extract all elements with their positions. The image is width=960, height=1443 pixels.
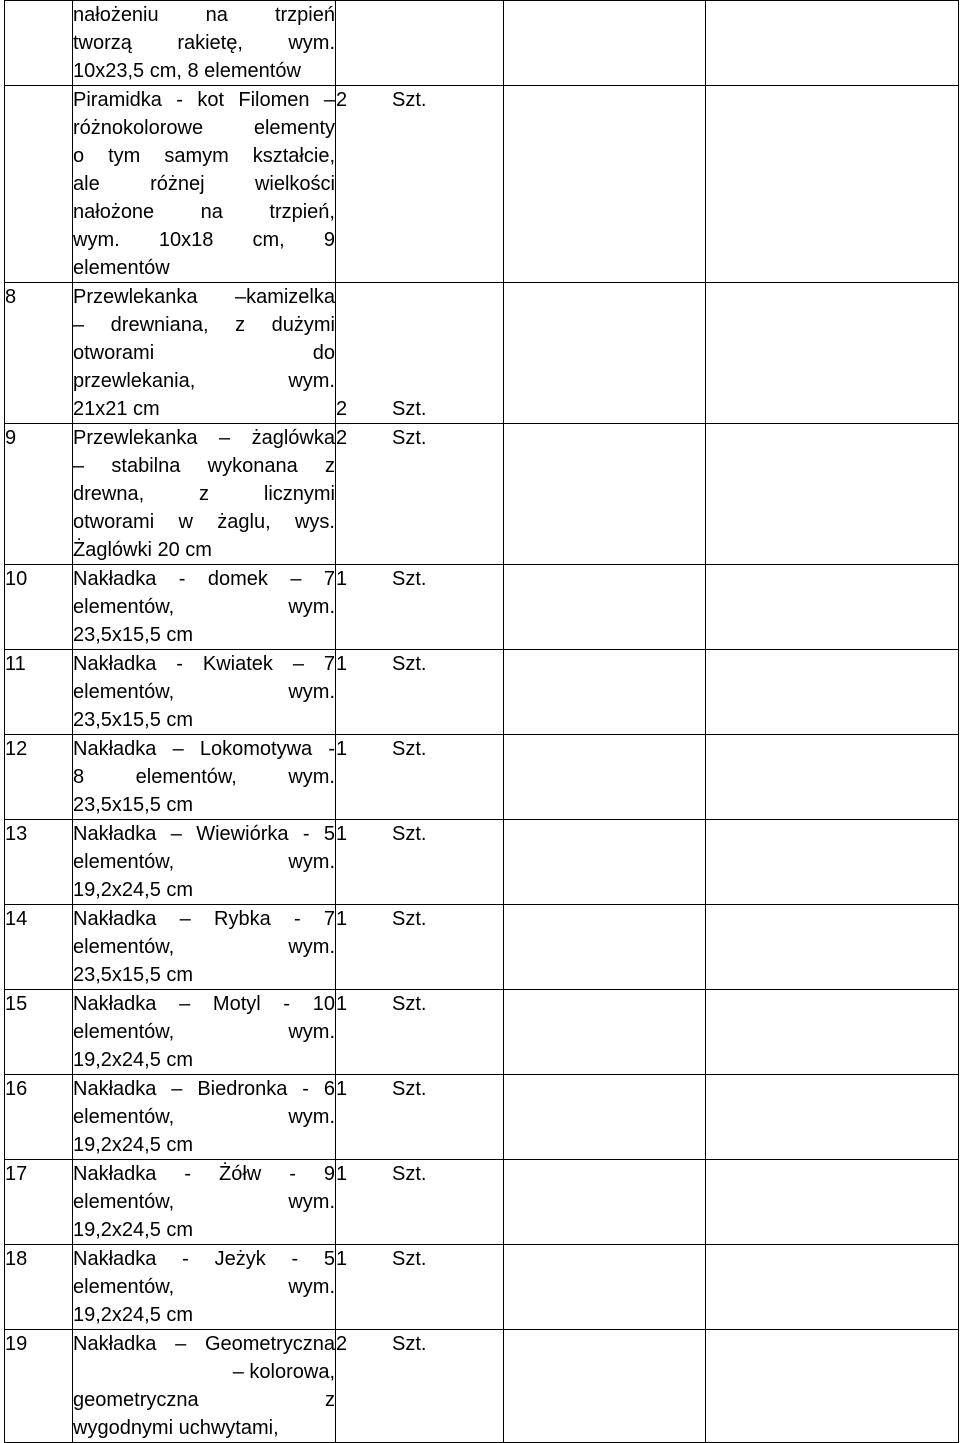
description-line: elementów, wym. xyxy=(73,851,335,873)
item-number: 13 xyxy=(5,820,73,905)
item-description xyxy=(73,735,336,820)
item-description xyxy=(73,283,336,424)
description-line: nałożeniu na trzpień xyxy=(73,4,335,26)
description-line: elementów, wym. xyxy=(73,596,335,618)
extra-column-2 xyxy=(706,650,959,735)
quantity-unit: Szt. xyxy=(392,427,427,449)
table-row xyxy=(5,283,959,424)
quantity-unit: Szt. xyxy=(392,908,427,930)
item-description xyxy=(73,424,336,565)
extra-column-1 xyxy=(504,905,706,990)
description-line: o tym samym kształcie, xyxy=(73,145,335,167)
table-row xyxy=(5,1075,959,1160)
item-description xyxy=(73,1245,336,1330)
description-line: Nakładka – Biedronka - 6 xyxy=(73,1078,335,1100)
quantity-value: 1 xyxy=(336,1078,348,1100)
item-quantity xyxy=(336,1330,504,1443)
item-quantity xyxy=(336,1,504,86)
extra-column-1 xyxy=(504,1,706,86)
extra-column-2 xyxy=(706,1075,959,1160)
table-row xyxy=(5,1160,959,1245)
description-line: 8 elementów, wym. xyxy=(73,766,335,788)
item-description xyxy=(73,990,336,1075)
quantity-value: 2 xyxy=(336,89,348,111)
item-description xyxy=(73,1330,336,1443)
description-line: 23,5x15,5 cm xyxy=(73,794,194,816)
quantity-value: 1 xyxy=(336,1248,348,1270)
description-line: nałożone na trzpień, xyxy=(73,201,335,223)
quantity-unit: Szt. xyxy=(392,1163,427,1185)
item-number: 18 xyxy=(5,1245,73,1330)
extra-column-1 xyxy=(504,1075,706,1160)
quantity-unit: Szt. xyxy=(392,823,427,845)
item-quantity xyxy=(336,86,504,283)
item-quantity xyxy=(336,283,504,424)
item-number: 17 xyxy=(5,1160,73,1245)
table-row xyxy=(5,86,959,283)
description-line: Nakładka - domek – 7 xyxy=(73,568,335,590)
extra-column-1 xyxy=(504,820,706,905)
description-line: 21x21 cm xyxy=(73,398,160,420)
extra-column-2 xyxy=(706,1330,959,1443)
item-description xyxy=(73,1160,336,1245)
item-quantity xyxy=(336,990,504,1075)
description-line: – kolorowa, xyxy=(232,1361,335,1383)
table-row xyxy=(5,424,959,565)
description-line: Przewlekanka –kamizelka xyxy=(73,286,335,308)
item-number: 9 xyxy=(5,424,73,565)
description-line: 10x23,5 cm, 8 elementów xyxy=(73,60,301,82)
description-line: elementów, wym. xyxy=(73,936,335,958)
item-quantity xyxy=(336,424,504,565)
item-number: 12 xyxy=(5,735,73,820)
item-description xyxy=(73,565,336,650)
extra-column-1 xyxy=(504,1245,706,1330)
extra-column-2 xyxy=(706,86,959,283)
extra-column-1 xyxy=(504,735,706,820)
description-line: geometryczna z xyxy=(73,1389,335,1411)
item-number xyxy=(5,1,73,86)
description-line: – stabilna wykonana z xyxy=(73,455,335,477)
extra-column-1 xyxy=(504,1160,706,1245)
item-quantity xyxy=(336,1075,504,1160)
item-description xyxy=(73,905,336,990)
extra-column-1 xyxy=(504,1330,706,1443)
extra-column-2 xyxy=(706,1245,959,1330)
extra-column-1 xyxy=(504,990,706,1075)
description-line: 19,2x24,5 cm xyxy=(73,879,194,901)
items-table-body xyxy=(5,1,959,1443)
item-description xyxy=(73,1075,336,1160)
item-quantity xyxy=(336,905,504,990)
quantity-unit: Szt. xyxy=(392,568,427,590)
description-line: – drewniana, z dużymi xyxy=(73,314,335,336)
description-line: Nakładka - Jeżyk - 5 xyxy=(73,1248,335,1270)
quantity-unit: Szt. xyxy=(392,398,427,420)
item-number: 19 xyxy=(5,1330,73,1443)
item-quantity xyxy=(336,565,504,650)
item-number: 14 xyxy=(5,905,73,990)
description-line: elementów, wym. xyxy=(73,1021,335,1043)
description-line: Nakładka – Motyl - 10 xyxy=(73,993,335,1015)
quantity-unit: Szt. xyxy=(392,653,427,675)
table-row xyxy=(5,565,959,650)
description-line: Nakładka – Lokomotywa - xyxy=(73,738,335,760)
table-row xyxy=(5,1,959,86)
quantity-value: 1 xyxy=(336,568,348,590)
description-line: Przewlekanka – żaglówka xyxy=(73,427,335,449)
extra-column-1 xyxy=(504,424,706,565)
item-description xyxy=(73,820,336,905)
table-row xyxy=(5,905,959,990)
description-line: Nakładka - Żółw - 9 xyxy=(73,1163,335,1185)
description-line: wym. 10x18 cm, 9 xyxy=(73,229,335,251)
quantity-unit: Szt. xyxy=(392,1078,427,1100)
description-line: elementów, wym. xyxy=(73,1191,335,1213)
item-description xyxy=(73,1,336,86)
extra-column-2 xyxy=(706,1160,959,1245)
extra-column-2 xyxy=(706,565,959,650)
extra-column-2 xyxy=(706,1,959,86)
description-line: Nakładka – Rybka - 7 xyxy=(73,908,335,930)
item-number: 16 xyxy=(5,1075,73,1160)
description-line: wygodnymi uchwytami, xyxy=(73,1417,279,1439)
extra-column-2 xyxy=(706,283,959,424)
item-quantity xyxy=(336,1160,504,1245)
item-quantity xyxy=(336,650,504,735)
description-line: Żaglówki 20 cm xyxy=(73,539,212,561)
table-row xyxy=(5,990,959,1075)
extra-column-1 xyxy=(504,283,706,424)
item-number: 11 xyxy=(5,650,73,735)
item-number: 10 xyxy=(5,565,73,650)
quantity-value: 1 xyxy=(336,993,348,1015)
extra-column-2 xyxy=(706,990,959,1075)
quantity-value: 2 xyxy=(336,1333,348,1355)
extra-column-2 xyxy=(706,820,959,905)
item-number xyxy=(5,86,73,283)
extra-column-2 xyxy=(706,905,959,990)
table-row xyxy=(5,735,959,820)
description-line: 19,2x24,5 cm xyxy=(73,1049,194,1071)
table-row xyxy=(5,1245,959,1330)
items-table xyxy=(4,0,959,1443)
description-line: elementów xyxy=(73,257,170,279)
item-number: 15 xyxy=(5,990,73,1075)
quantity-value: 2 xyxy=(336,427,348,449)
quantity-unit: Szt. xyxy=(392,89,427,111)
quantity-unit: Szt. xyxy=(392,993,427,1015)
description-line: elementów, wym. xyxy=(73,1276,335,1298)
description-line: 23,5x15,5 cm xyxy=(73,964,194,986)
description-line: różnokolorowe elementy xyxy=(73,117,335,139)
description-line: przewlekania, wym. xyxy=(73,370,335,392)
extra-column-1 xyxy=(504,650,706,735)
description-line: Nakładka – Geometryczna xyxy=(73,1333,335,1355)
extra-column-1 xyxy=(504,565,706,650)
extra-column-2 xyxy=(706,424,959,565)
description-line: elementów, wym. xyxy=(73,1106,335,1128)
quantity-unit: Szt. xyxy=(392,738,427,760)
quantity-unit: Szt. xyxy=(392,1333,427,1355)
item-quantity xyxy=(336,820,504,905)
description-line: 23,5x15,5 cm xyxy=(73,624,194,646)
description-line: ale różnej wielkości xyxy=(73,173,335,195)
table-row xyxy=(5,650,959,735)
quantity-value: 2 xyxy=(336,398,348,420)
table-row xyxy=(5,820,959,905)
description-line: Nakładka - Kwiatek – 7 xyxy=(73,653,335,675)
description-line: tworzą rakietę, wym. xyxy=(73,32,335,54)
description-line: drewna, z licznymi xyxy=(73,483,335,505)
description-line: 19,2x24,5 cm xyxy=(73,1134,194,1156)
description-line: otworami do xyxy=(73,342,335,364)
description-line: otworami w żaglu, wys. xyxy=(73,511,335,533)
description-line: elementów, wym. xyxy=(73,681,335,703)
quantity-value: 1 xyxy=(336,738,348,760)
item-description xyxy=(73,650,336,735)
table-row xyxy=(5,1330,959,1443)
item-number: 8 xyxy=(5,283,73,424)
description-line: Nakładka – Wiewiórka - 5 xyxy=(73,823,335,845)
quantity-value: 1 xyxy=(336,1163,348,1185)
extra-column-1 xyxy=(504,86,706,283)
quantity-value: 1 xyxy=(336,653,348,675)
quantity-value: 1 xyxy=(336,908,348,930)
item-quantity xyxy=(336,1245,504,1330)
quantity-unit: Szt. xyxy=(392,1248,427,1270)
item-quantity xyxy=(336,735,504,820)
description-line: 19,2x24,5 cm xyxy=(73,1219,194,1241)
extra-column-2 xyxy=(706,735,959,820)
description-line: Piramidka - kot Filomen – xyxy=(73,89,335,111)
description-line: 23,5x15,5 cm xyxy=(73,709,194,731)
description-line: 19,2x24,5 cm xyxy=(73,1304,194,1326)
item-description xyxy=(73,86,336,283)
quantity-value: 1 xyxy=(336,823,348,845)
